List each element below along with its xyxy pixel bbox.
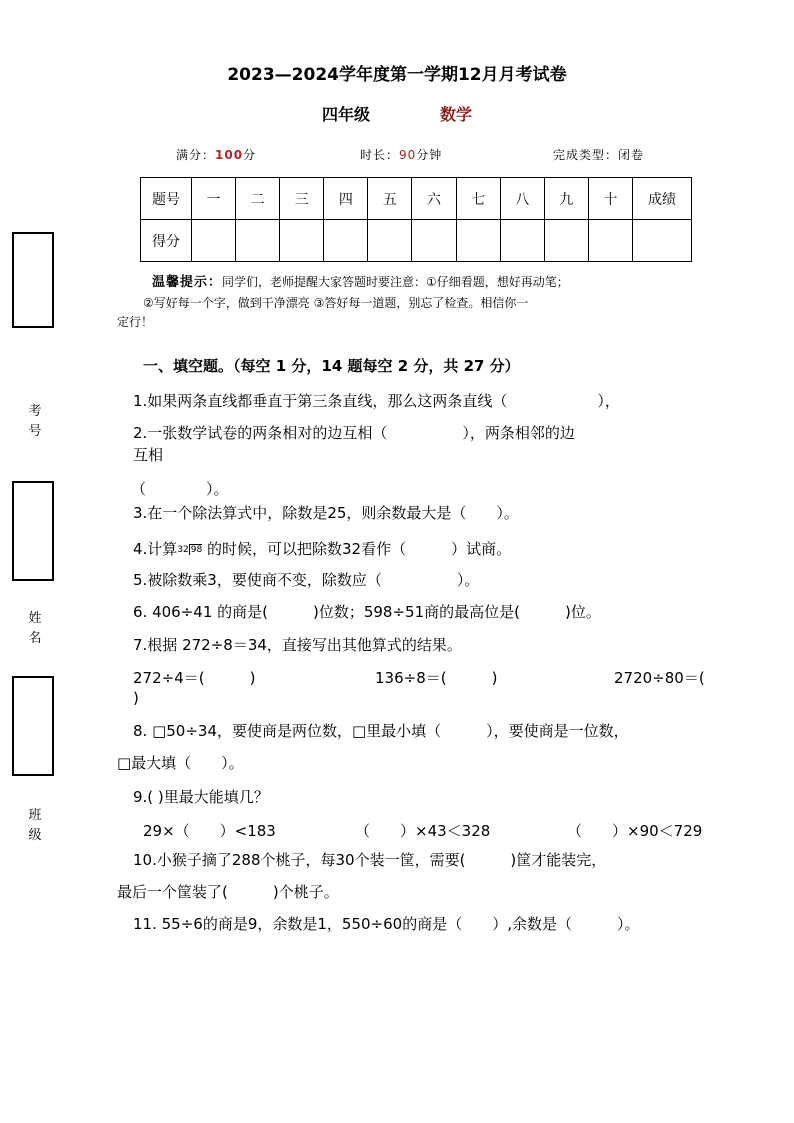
exam-title: 2023—2024学年度第一学期12月月考试卷: [227, 65, 567, 85]
question-7c-close: ): [133, 689, 139, 707]
column-header: 二: [236, 178, 280, 220]
full-score-label: 满分：: [176, 148, 216, 162]
question-6: 6. 406÷41 的商是( )位数；598÷51商的最高位是( )位。: [133, 603, 601, 621]
question-2: 2.一张数学试卷的两条相对的边互相（ ），两条相邻的边: [133, 424, 575, 442]
score-table: [140, 177, 692, 262]
column-header: 三: [280, 178, 324, 220]
tips-label: 温馨提示：: [152, 275, 223, 290]
question-5: 5.被除数乘3，要使商不变，除数应（ ）。: [133, 571, 480, 589]
grade-label: 四年级: [321, 105, 370, 124]
duration-value: 90: [399, 148, 417, 162]
column-header: 四: [324, 178, 368, 220]
score-cell[interactable]: [500, 220, 544, 262]
question-4-prefix: 4.计算: [133, 540, 178, 558]
question-4-suffix: 的时候，可以把除数32看作（ ）试商。: [207, 540, 512, 558]
question-7: 7.根据 272÷8＝34，直接写出其他算式的结果。: [133, 636, 462, 654]
long-division-dividend: 98: [190, 545, 203, 555]
score-cell[interactable]: [192, 220, 236, 262]
score-cell[interactable]: [368, 220, 412, 262]
question-8-cont: □最大填（ ）。: [117, 754, 244, 772]
score-header: 得分: [141, 220, 192, 262]
name-label: [26, 609, 44, 649]
question-9a: 29×（ ）<183: [143, 822, 276, 840]
question-7c: 2720÷80＝(: [614, 669, 705, 687]
question-3: 3.在一个除法算式中，除数是25，则余数最大是（ ）。: [133, 504, 519, 522]
column-header: 一: [192, 178, 236, 220]
score-cell[interactable]: [324, 220, 368, 262]
exam-number-text: 考号: [28, 404, 42, 439]
exam-number-label: [26, 402, 44, 442]
duration-label: 时长：: [360, 148, 400, 162]
exam-type-value: 闭卷: [618, 148, 645, 162]
tips-line-3: 定行！: [117, 315, 154, 329]
score-cell[interactable]: [236, 220, 280, 262]
question-number-row: [141, 178, 692, 220]
class-text: 班级: [28, 808, 42, 843]
question-9b: （ ）×43＜328: [355, 822, 491, 840]
question-7b: 136÷8＝( ): [375, 669, 498, 687]
question-9: 9.( )里最大能填几？: [133, 788, 269, 806]
tips-text-1: 同学们，老师提醒大家答题时要注意：①仔细看题，想好再动笔；: [222, 275, 569, 289]
score-cell[interactable]: [280, 220, 324, 262]
full-score-unit: 分: [243, 148, 257, 162]
class-label: [26, 806, 44, 846]
question-11: 11. 55÷6的商是9，余数是1，550÷60的商是（ ）,余数是（ ）。: [133, 915, 640, 933]
score-row: [141, 220, 692, 262]
exam-type-label: 完成类型：: [553, 148, 619, 162]
name-box[interactable]: [12, 481, 54, 581]
question-2-blank: （ ）。: [131, 480, 229, 498]
score-cell[interactable]: [633, 220, 692, 262]
full-score: [176, 146, 256, 163]
section-title: 一、填空题。（每空 1 分，14 题每空 2 分，共 27 分）: [143, 357, 520, 375]
question-7a: 272÷4＝( ): [133, 669, 256, 687]
name-text: 姓名: [28, 611, 42, 646]
long-division: [177, 545, 202, 555]
long-division-divisor: 32: [177, 545, 189, 555]
column-header: 九: [544, 178, 588, 220]
duration: [360, 146, 442, 163]
question-10: 10.小猴子摘了288个桃子，每30个装一筐，需要( )筐才能装完，: [133, 851, 607, 869]
column-header: 八: [500, 178, 544, 220]
question-9c: （ ）×90＜729: [567, 822, 703, 840]
score-cell[interactable]: [412, 220, 456, 262]
column-header: 成绩: [633, 178, 692, 220]
duration-unit: 分钟: [416, 148, 443, 162]
column-header: 六: [412, 178, 456, 220]
column-header: 五: [368, 178, 412, 220]
question-10-cont: 最后一个筐装了( )个桃子。: [117, 883, 339, 901]
tips-line-1: [152, 271, 569, 294]
score-cell[interactable]: [544, 220, 588, 262]
question-2-cont: 互相: [133, 446, 164, 464]
question-number-header: 题号: [141, 178, 192, 220]
tips-line-2: ②写好每一个字，做到干净漂亮 ③答好每一道题，别忘了检查。相信你一: [143, 296, 529, 310]
full-score-value: 100: [215, 148, 244, 162]
subject-label: 数学: [440, 105, 473, 124]
question-4: [133, 538, 511, 559]
exam-type: [553, 146, 644, 163]
exam-number-box[interactable]: [12, 232, 54, 328]
question-1: 1.如果两条直线都垂直于第三条直线，那么这两条直线（ ），: [133, 392, 620, 410]
column-header: 十: [588, 178, 632, 220]
question-8: 8. □50÷34，要使商是两位数，□里最小填（ ），要使商是一位数，: [133, 722, 629, 740]
score-cell[interactable]: [456, 220, 500, 262]
exam-subtitle: [0, 102, 794, 125]
class-box[interactable]: [12, 676, 54, 776]
column-header: 七: [456, 178, 500, 220]
score-cell[interactable]: [588, 220, 632, 262]
